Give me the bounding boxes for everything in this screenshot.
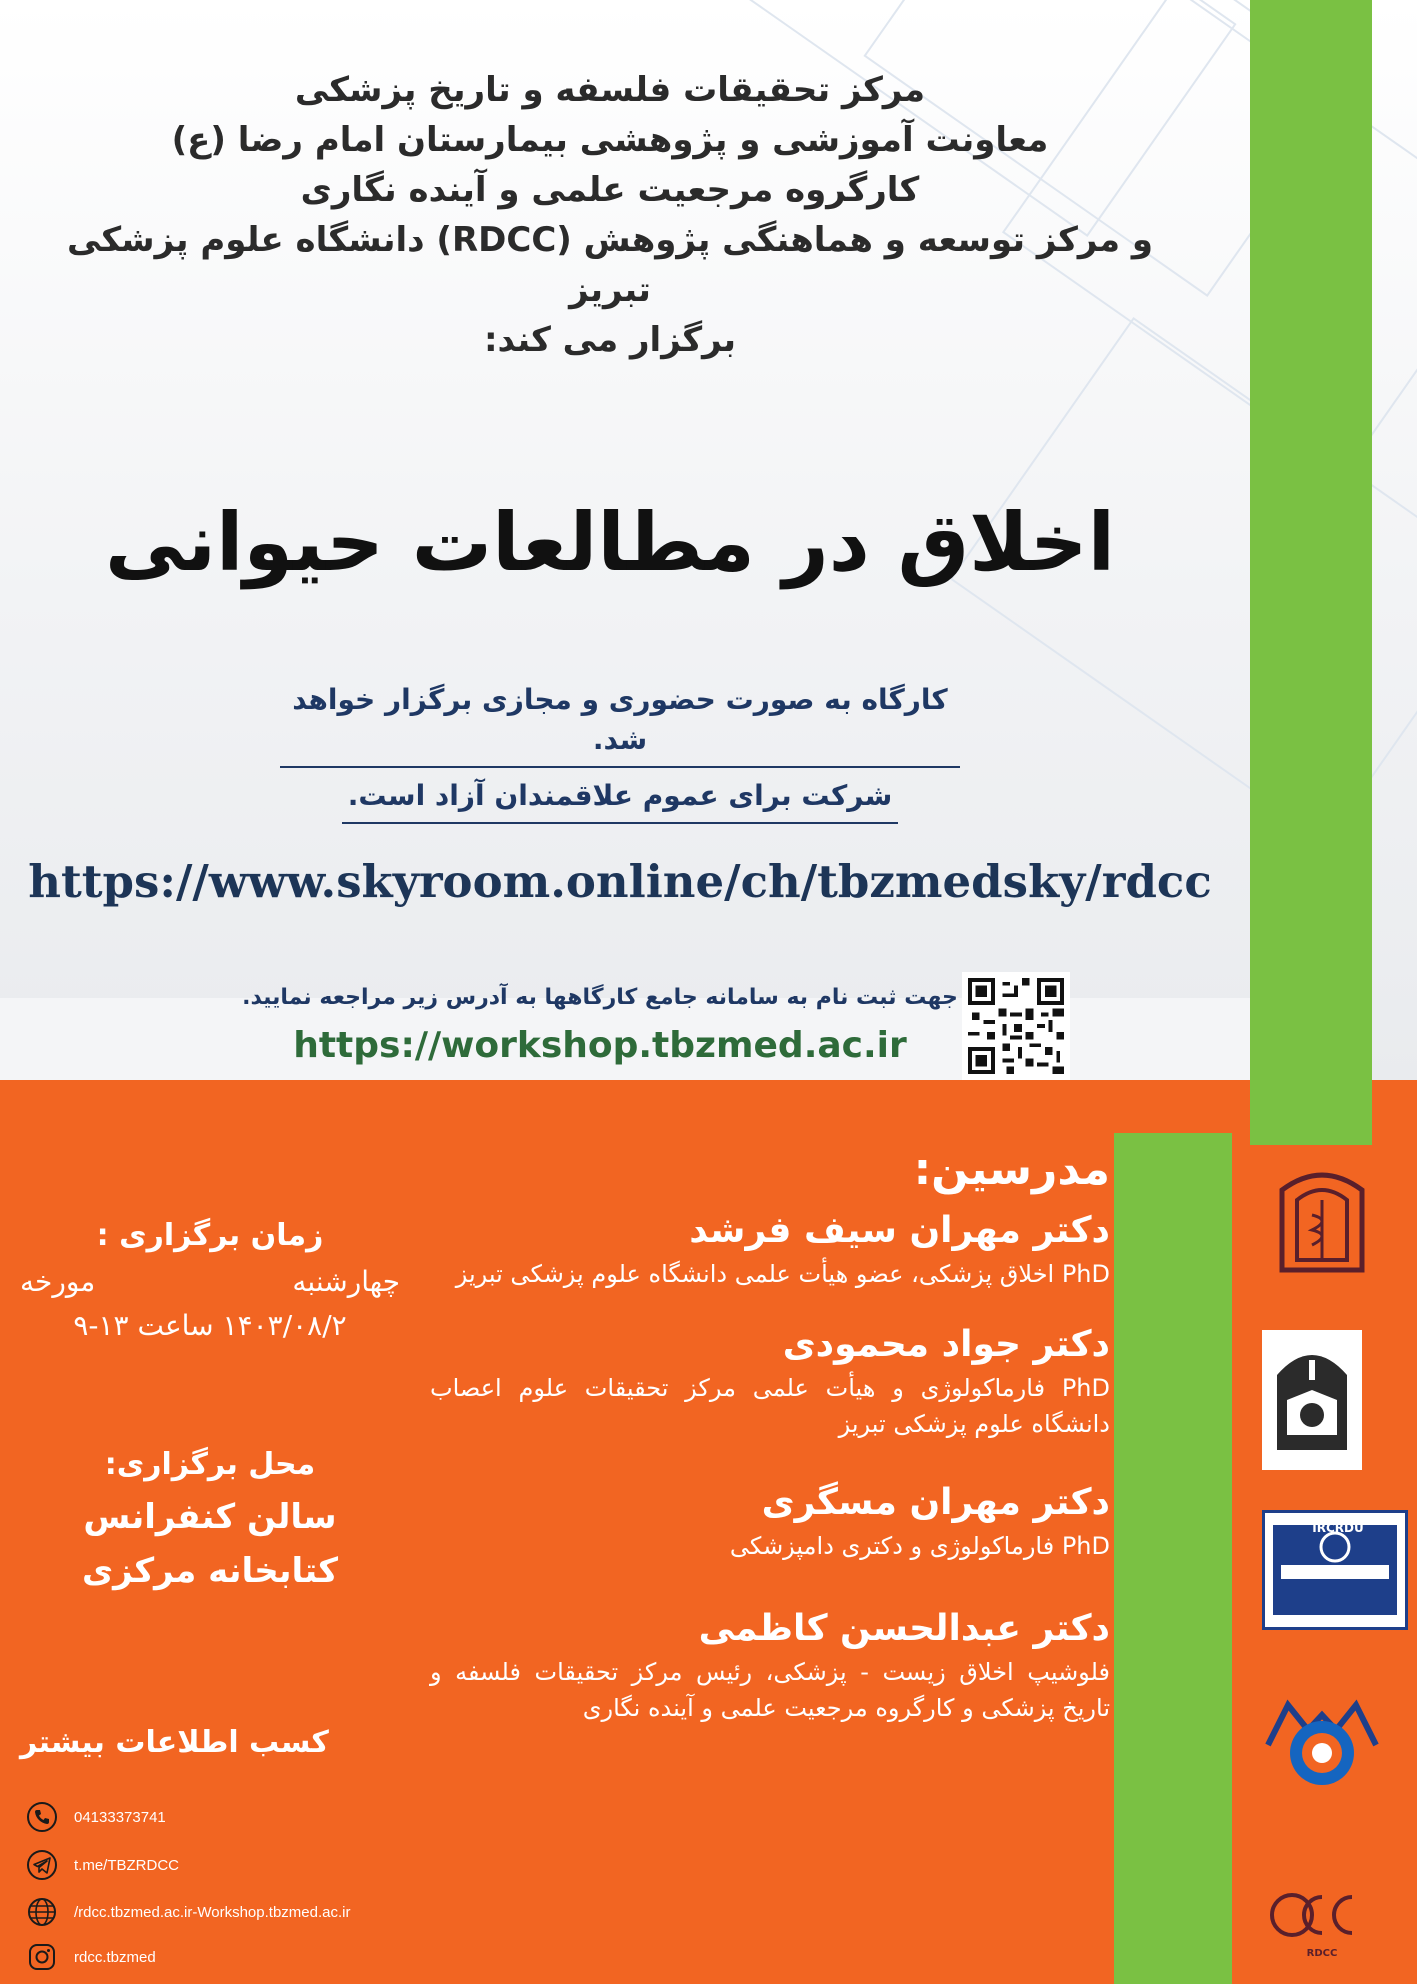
- header-line: و مرکز توسعه و هماهنگی پژوهش (RDCC) دانشگاه علوم پزشکی تبریز: [66, 220, 1154, 310]
- registration-text: جهت ثبت نام به سامانه جامع کارگاهها به آدرس زیر مراجعه نمایید.: [242, 985, 958, 1010]
- schedule-day: چهارشنبه مورخه: [20, 1265, 400, 1298]
- skyroom-link[interactable]: https://www.skyroom.online/ch/tbzmedsky/rdcc: [28, 855, 1212, 908]
- instructors-section: [430, 1140, 1110, 1726]
- instructor-name: دکتر جواد محمودی: [782, 1324, 1110, 1365]
- instructor-name: دکتر مهران سیف فرشد: [689, 1210, 1110, 1251]
- header-line: برگزار می کند:: [483, 320, 737, 360]
- workshop-title: اخلاق در مطالعات حیوانی: [105, 496, 1115, 589]
- note-line: کارگاه به صورت حضوری و مجازی برگزار خواهد شد.: [280, 680, 960, 768]
- contact-telegram[interactable]: [26, 1848, 526, 1882]
- qr-code[interactable]: [962, 972, 1070, 1080]
- note-line: شرکت برای عموم علاقمندان آزاد است.: [342, 776, 898, 824]
- header-line: کارگروه مرجعیت علمی و آینده نگاری: [300, 170, 920, 210]
- contact-website[interactable]: [26, 1895, 526, 1929]
- header-line: معاونت آموزشی و پژوهشی بیمارستان امام رضا (ع): [171, 120, 1049, 160]
- hospital-emblem-icon: [1267, 1340, 1357, 1460]
- globe-icon: [26, 1896, 58, 1928]
- contact-telegram-text: t.me/TBZRDCC: [74, 1856, 179, 1874]
- research-center-logo: [1262, 1690, 1382, 1800]
- organizers-header: [40, 65, 1180, 365]
- instructor-item: [430, 1206, 1110, 1292]
- ircrdu-logo: [1262, 1510, 1408, 1630]
- schedule-date: ۱۴۰۳/۰۸/۲ ساعت ۱۳-۹: [73, 1309, 347, 1342]
- instructor-item: [430, 1604, 1110, 1726]
- contact-title: کسب اطلاعات بیشتر: [20, 1725, 329, 1760]
- location-section: [40, 1440, 380, 1598]
- instructor-name: دکتر عبدالحسن کاظمی: [698, 1608, 1110, 1649]
- telegram-icon: [26, 1849, 58, 1881]
- instructor-item: [430, 1478, 1110, 1564]
- phone-icon: [26, 1801, 58, 1833]
- ircrdu-caption: IRCRDU: [1312, 1521, 1364, 1535]
- instructor-item: [430, 1320, 1110, 1442]
- university-emblem-icon: [1267, 1165, 1377, 1285]
- instructor-desc: PhD اخلاق پزشکی، عضو هیأت علمی دانشگاه علوم پزشکی تبریز: [455, 1260, 1110, 1288]
- green-stripe-top: [1250, 0, 1372, 1145]
- instructor-desc: PhD فارماکولوژی و دکتری دامپزشکی: [729, 1532, 1110, 1560]
- qr-code-icon: [968, 978, 1064, 1074]
- schedule-section: [20, 1212, 400, 1348]
- location-label: محل برگزاری:: [104, 1447, 316, 1482]
- eye-emblem-icon: [1263, 1695, 1381, 1795]
- contact-instagram-text: rdcc.tbzmed: [74, 1948, 156, 1966]
- hospital-logo: [1262, 1330, 1362, 1470]
- rdcc-logo: [1262, 1870, 1382, 1970]
- attendance-note: [280, 680, 960, 832]
- instructor-desc: PhD فارماکولوژی و هیأت علمی مرکز تحقیقات علوم اعصاب دانشگاه علوم پزشکی تبریز: [430, 1374, 1110, 1438]
- location-venue: سالن کنفرانس: [83, 1497, 337, 1537]
- workshop-link[interactable]: https://workshop.tbzmed.ac.ir: [293, 1025, 907, 1066]
- rdcc-emblem-icon: [1267, 1885, 1377, 1955]
- contact-website-text: /rdcc.tbzmed.ac.ir-Workshop.tbzmed.ac.ir: [74, 1903, 351, 1921]
- contact-instagram[interactable]: [26, 1940, 526, 1974]
- green-stripe-middle: [1114, 1133, 1232, 1984]
- location-building: کتابخانه مرکزی: [82, 1551, 338, 1591]
- contact-phone-text: 04133373741: [74, 1808, 166, 1826]
- contact-phone[interactable]: [26, 1800, 526, 1834]
- instructor-name: دکتر مهران مسگری: [761, 1482, 1110, 1523]
- rdcc-caption: RDCC: [1306, 1948, 1338, 1959]
- header-line: مرکز تحقیقات فلسفه و تاریخ پزشکی: [294, 70, 926, 110]
- instagram-icon: [26, 1941, 58, 1973]
- university-logo: [1262, 1160, 1382, 1290]
- schedule-label: زمان برگزاری :: [96, 1218, 324, 1253]
- instructor-desc: فلوشیپ اخلاق زیست - پزشکی، رئیس مرکز تحقیقات فلسفه و تاریخ پزشکی و کارگروه مرجعیت علمی و آینده نگاری: [430, 1658, 1110, 1722]
- instructors-title: مدرسین:: [913, 1144, 1110, 1195]
